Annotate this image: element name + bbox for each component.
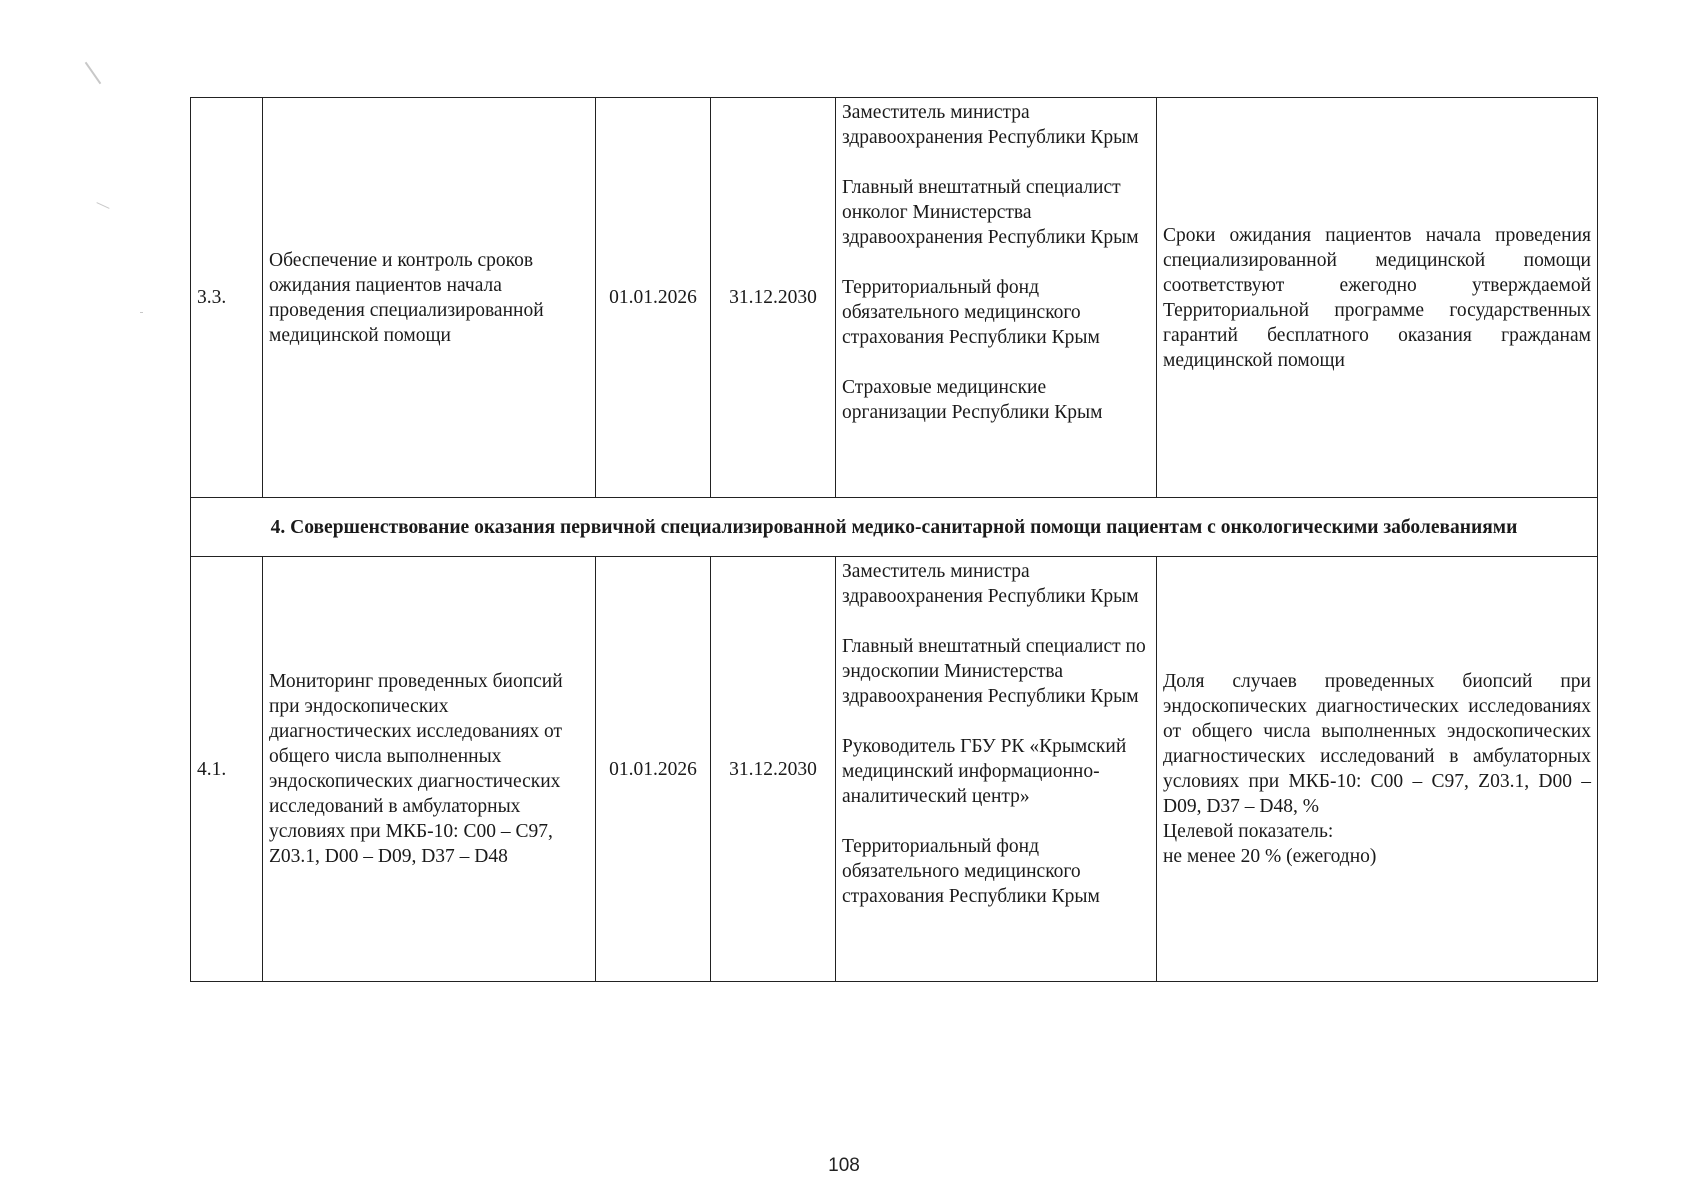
- responsible-item: Заместитель министра здравоохранения Республики Крым: [842, 102, 1139, 148]
- start-date: 01.01.2026: [596, 98, 711, 498]
- page-number: 108: [828, 1155, 860, 1176]
- responsible-item: Главный внештатный специалист по эндоскопии Министерства здравоохранения Республики Крым: [842, 636, 1146, 707]
- responsible-item: Территориальный фонд обязательного медицинского страхования Республики Крым: [842, 836, 1100, 907]
- result-cell: Сроки ожидания пациентов начала проведения специализированной медицинской помощи соответствуют ежегодно утверждаемой Территориальной программе государственных гарантий бесплатного оказания гражданам медицинской помощи: [1157, 98, 1598, 498]
- responsible-cell: [836, 98, 1157, 498]
- table-row: [191, 98, 1598, 498]
- plan-table: [190, 97, 1598, 982]
- activity-cell: Обеспечение и контроль сроков ожидания пациентов начала проведения специализированной медицинской помощи: [263, 98, 596, 498]
- responsible-item: Территориальный фонд обязательного медицинского страхования Республики Крым: [842, 277, 1100, 348]
- section-title: 4. Совершенствование оказания первичной специализированной медико-санитарной помощи пациентам с онкологическими заболеваниями: [191, 498, 1598, 557]
- responsible-cell: [836, 557, 1157, 982]
- responsible-item: Главный внештатный специалист онколог Министерства здравоохранения Республики Крым: [842, 177, 1139, 248]
- result-text: Доля случаев проведенных биопсий при эндоскопических диагностических исследованиях от общего числа выполненных эндоскопических диагностических исследований в амбулаторных условиях при МКБ-10: C00 – C97, Z03.1, D00 – D09, D37 – D48, %: [1163, 671, 1591, 817]
- table-row: [191, 557, 1598, 982]
- end-date: 31.12.2030: [711, 557, 836, 982]
- result-cell: [1157, 557, 1598, 982]
- section-row: [191, 498, 1598, 557]
- target-value: не менее 20 % (ежегодно): [1163, 846, 1377, 867]
- target-label: Целевой показатель:: [1163, 821, 1334, 842]
- scan-artifact: [140, 312, 143, 313]
- row-number: 3.3.: [191, 98, 263, 498]
- responsible-item: Заместитель министра здравоохранения Республики Крым: [842, 561, 1139, 607]
- scan-artifact: [85, 62, 102, 84]
- responsible-item: Руководитель ГБУ РК «Крымский медицинский информационно-аналитический центр»: [842, 736, 1127, 807]
- end-date: 31.12.2030: [711, 98, 836, 498]
- scan-artifact: [96, 202, 109, 209]
- responsible-item: Страховые медицинские организации Республики Крым: [842, 377, 1103, 423]
- row-number: 4.1.: [191, 557, 263, 982]
- start-date: 01.01.2026: [596, 557, 711, 982]
- activity-cell: Мониторинг проведенных биопсий при эндоскопических диагностических исследованиях от общего числа выполненных эндоскопических диагностических исследований в амбулаторных условиях при МКБ-10: C00 – C97, Z03.1, D00 – D09, D37 – D48: [263, 557, 596, 982]
